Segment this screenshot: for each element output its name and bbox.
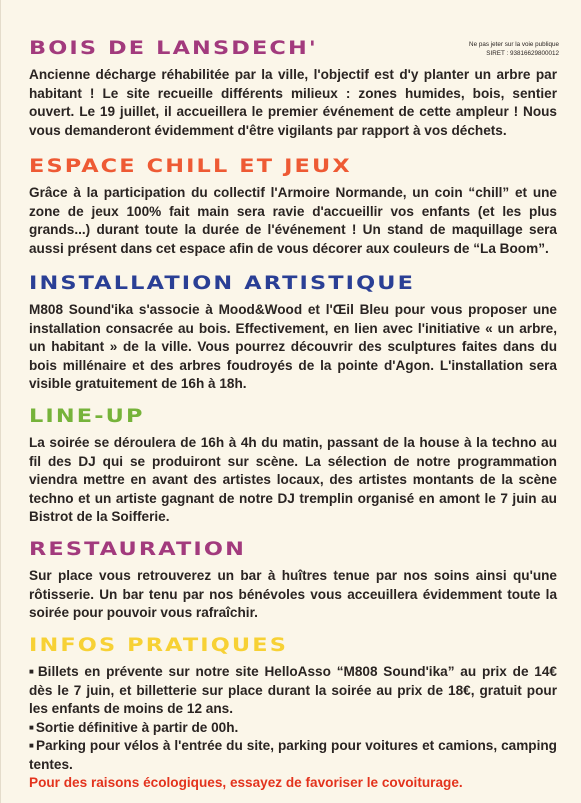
section-infos xyxy=(29,633,557,793)
section-lineup xyxy=(29,404,557,527)
infos-item-parking-text: Parking pour vélos à l'entrée du site, parking pour voitures et camions, camping tentes. xyxy=(29,738,557,772)
text-bois: Ancienne décharge réhabilitée par la ville, l'objectif est d'y planter un arbre par habitant ! Le site recueille différents milieux : zones humides, bois, sentier ouvert. Le 19 juillet, il accueillera le premier événement de cette ampleur ! Nous vous demanderont évidemment d'être vigilants par rapport à vos déchets. xyxy=(29,67,557,138)
text-chill: Grâce à la participation du collectif l'Armoire Normande, un coin “chill” et une zone de jeux 100% fait main sera ravie d'accueillir vos enfants (et les plus grands...) durant toute la durée de l'événement ! Un stand de maquillage sera aussi présent dans cet espace afin de vous décorer aux couleurs de “La Boom”. xyxy=(29,185,557,256)
infos-item-exit-text: Sortie définitive à partir de 00h. xyxy=(35,719,239,735)
infos-item-tickets-text: Billets en prévente sur notre site HelloAsso “M808 Sound'ika” au prix de 14€ dès le 7 juin, et billetterie sur place durant la soirée au prix de 18€, gratuit pour les enfants de moins de 12 ans. xyxy=(29,664,557,716)
section-bois xyxy=(29,36,557,140)
infos-list xyxy=(29,663,557,774)
infos-item-exit xyxy=(29,719,557,738)
section-chill xyxy=(29,154,557,258)
heading-infos: INFOS PRATIQUES xyxy=(29,634,288,656)
text-lineup: La soirée se déroulera de 16h à 4h du matin, passant de la house à la techno au fil des DJ qui se produiront sur scène. La sélection de notre programmation viendra mettre en avant des artistes locaux, des artistes montants de la scène techno et un artiste gagnant de notre DJ tremplin organisé en amont le 7 juin au Bistrot de la Soifferie. xyxy=(29,435,557,524)
heading-lineup: LINE-UP xyxy=(29,405,145,427)
section-restauration xyxy=(29,537,557,623)
heading-installation: INSTALLATION ARTISTIQUE xyxy=(29,272,416,294)
legal-line-no-littering: Ne pas jeter sur la voie publique xyxy=(469,41,559,48)
infos-item-parking xyxy=(29,737,557,774)
bullet-square-icon: ■ xyxy=(29,722,34,732)
legal-line-siret: SIRET : 93816629800012 xyxy=(486,50,559,57)
section-installation xyxy=(29,271,557,394)
eco-note: Pour des raisons écologiques, essayez de favoriser le covoiturage. xyxy=(29,775,463,790)
bullet-square-icon: ■ xyxy=(29,741,35,750)
bullet-square-icon: ■ xyxy=(29,667,36,676)
infos-item-tickets xyxy=(29,663,557,719)
heading-restauration: RESTAURATION xyxy=(29,538,246,560)
heading-bois: BOIS DE LANSDECH' xyxy=(29,37,318,59)
heading-chill: ESPACE CHILL ET JEUX xyxy=(29,155,352,177)
text-installation: M808 Sound'ika s'associe à Mood&Wood et l'Œil Bleu pour vous proposer une installation consacrée au bois. Effectivement, en lien avec l'initiative « un arbre, un habitant » de la ville. Vous pourrez découvrir des sculptures faites dans du bois millénaire et des arbres foudroyés de la pointe d'Agon. L'installation sera visible gratuitement de 16h à 18h. xyxy=(29,302,557,391)
text-restauration: Sur place vous retrouverez un bar à huîtres tenue par nos soins ainsi qu'une rôtisserie. Un bar tenu par nos bénévoles vous acceuillera évidemment toute la soirée pour pouvoir vous rafraîchir. xyxy=(29,568,557,620)
